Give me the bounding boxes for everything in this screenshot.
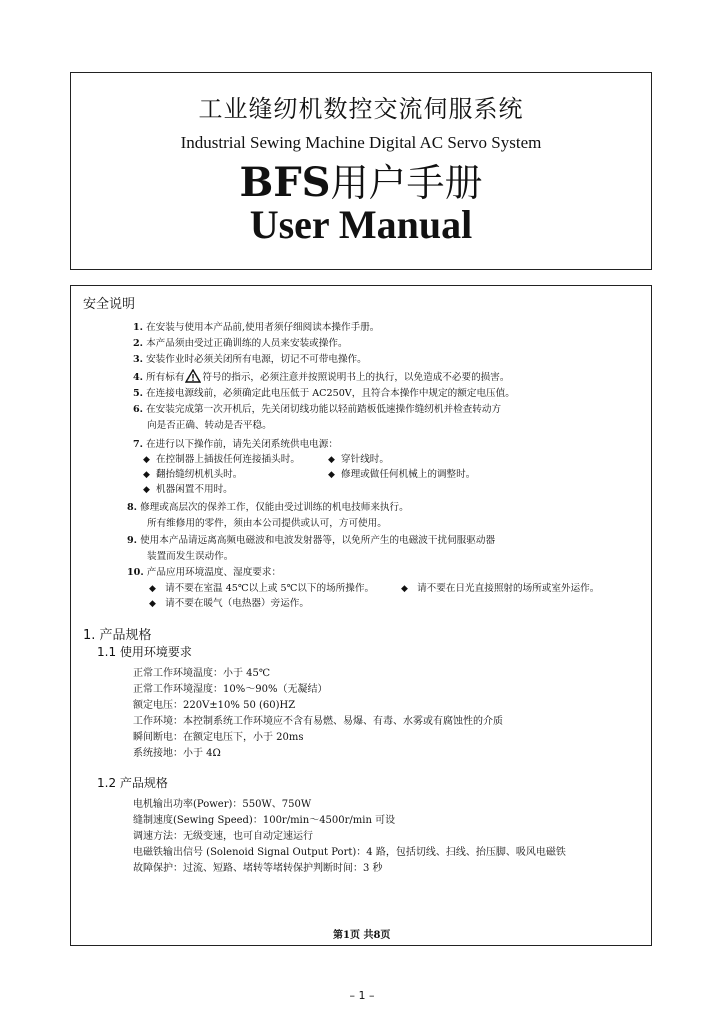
page-count: 第1页 共8页 bbox=[333, 930, 391, 941]
power-off-line: 瞬间断电：在额定电压下，小于 20ms bbox=[133, 732, 304, 743]
item10-bullet-3: ◆ 请不要在暖气（电热器）旁运作。 bbox=[149, 598, 309, 609]
solenoid-output-line: 电磁铁输出信号 (Solenoid Signal Output Port)：4 路，包括切线、扫线、抬压脚、吸风电磁铁 bbox=[133, 847, 566, 858]
safety-item-8-cont: 所有维修用的零件，须由本公司提供或认可，方可使用。 bbox=[147, 518, 387, 529]
spec-heading: 1. 产品规格 bbox=[83, 628, 152, 643]
diamond-bullet-icon: ◆ bbox=[328, 455, 335, 465]
safety-item-10: 10. 产品应用环境温度、湿度要求： bbox=[127, 567, 282, 578]
diamond-bullet-icon: ◆ bbox=[143, 470, 150, 480]
diamond-bullet-icon: ◆ bbox=[143, 455, 150, 465]
warning-triangle-icon bbox=[185, 369, 201, 383]
title-box bbox=[70, 72, 652, 270]
grounding-line: 系统接地：小于 4Ω bbox=[133, 748, 221, 759]
manual-title-cn bbox=[71, 159, 651, 207]
title-chinese: 工业缝纫机数控交流伺服系统 bbox=[198, 95, 524, 123]
safety-item-6-cont: 向是否正确、转动是否平稳。 bbox=[147, 420, 272, 431]
diamond-bullet-icon: ◆ bbox=[149, 584, 156, 594]
manual-label-cn: 用户手册 bbox=[330, 161, 483, 205]
safety-item-7: 7. 在进行以下操作前，请先关闭系统供电电源： bbox=[133, 439, 338, 450]
diamond-bullet-icon: ◆ bbox=[149, 599, 156, 609]
item7-bullet-1: ◆ 在控制器上插拔任何连接插头时。 bbox=[143, 454, 300, 465]
fault-protection-line: 故障保护：过流、短路、堵转等堵转保护判断时间：3 秒 bbox=[133, 863, 383, 874]
safety-item-6: 6. 在安装完成第一次开机后，先关闭切线功能以轻前踏板低速操作缝纫机并检查转动方 bbox=[133, 404, 502, 415]
item7-bullet-5: ◆ 机器闲置不用时。 bbox=[143, 484, 233, 495]
work-env-line: 工作环境：本控制系统工作环境应不含有易燃、易爆、有毒、水雾或有腐蚀性的介质 bbox=[133, 716, 503, 727]
safety-item-2: 2. 本产品须由受过正确训练的人员来安装或操作。 bbox=[133, 338, 348, 349]
safety-item-5: 5. 在连接电源线前，必须确定此电压低于 AC250V，且符合本操作中规定的额定电压值。 bbox=[133, 388, 515, 399]
diamond-bullet-icon: ◆ bbox=[328, 470, 335, 480]
manual-model: BFS bbox=[239, 159, 331, 206]
safety-item-1: 1. 在安装与使用本产品前,使用者须仔细阅读本操作手册。 bbox=[133, 322, 380, 333]
sewing-speed-line: 缝制速度(Sewing Speed)：100r/min～4500r/min 可设 bbox=[133, 815, 396, 826]
item7-bullet-2: ◆ 穿针线时。 bbox=[328, 454, 389, 465]
safety-item-4: 4. 所有标有 符号的指示，必须注意并按照说明书上的执行，以免造成不必要的损害。 bbox=[133, 369, 509, 385]
safety-item-3: 3. 安装作业时必须关闭所有电源，切记不可带电操作。 bbox=[133, 354, 367, 365]
content-box bbox=[70, 285, 652, 946]
env-humidity-line: 正常工作环境湿度：10%～90%（无凝结） bbox=[133, 684, 328, 695]
speed-control-line: 调速方法：无级变速，也可自动定速运行 bbox=[133, 831, 313, 842]
safety-item-9: 9. 使用本产品请远离高频电磁波和电波发射器等，以免所产生的电磁波干扰伺服驱动器 bbox=[127, 535, 496, 546]
motor-power-line: 电机输出功率(Power)：550W、750W bbox=[133, 799, 312, 810]
rated-voltage-line: 额定电压：220V±10% 50 (60)HZ bbox=[133, 700, 296, 711]
title-english: Industrial Sewing Machine Digital AC Servo System bbox=[180, 133, 542, 152]
safety-item-9-cont: 装置而发生误动作。 bbox=[147, 551, 234, 562]
page-footer: – 1 – bbox=[349, 989, 375, 1002]
item7-bullet-4: ◆ 修理或做任何机械上的调整时。 bbox=[328, 469, 476, 480]
safety-heading: 安全说明 bbox=[83, 297, 136, 312]
diamond-bullet-icon: ◆ bbox=[143, 485, 150, 495]
item10-bullet-1: ◆ 请不要在室温 45℃以上或 5℃以下的场所操作。 bbox=[149, 583, 375, 594]
item10-bullet-2: ◆ 请不要在日光直接照射的场所或室外运作。 bbox=[401, 583, 600, 594]
safety-item-8: 8. 修理或高层次的保养工作，仅能由受过训练的机电技师来执行。 bbox=[127, 502, 409, 513]
spec-sub2-heading: 1.2 产品规格 bbox=[97, 776, 168, 790]
spec-sub1-heading: 1.1 使用环境要求 bbox=[97, 645, 192, 659]
item7-bullet-3: ◆ 翻抬缝纫机机头时。 bbox=[143, 469, 243, 480]
manual-title-en: User Manual bbox=[249, 202, 473, 247]
diamond-bullet-icon: ◆ bbox=[401, 584, 408, 594]
env-temp-line: 正常工作环境温度：小于 45℃ bbox=[133, 668, 271, 679]
